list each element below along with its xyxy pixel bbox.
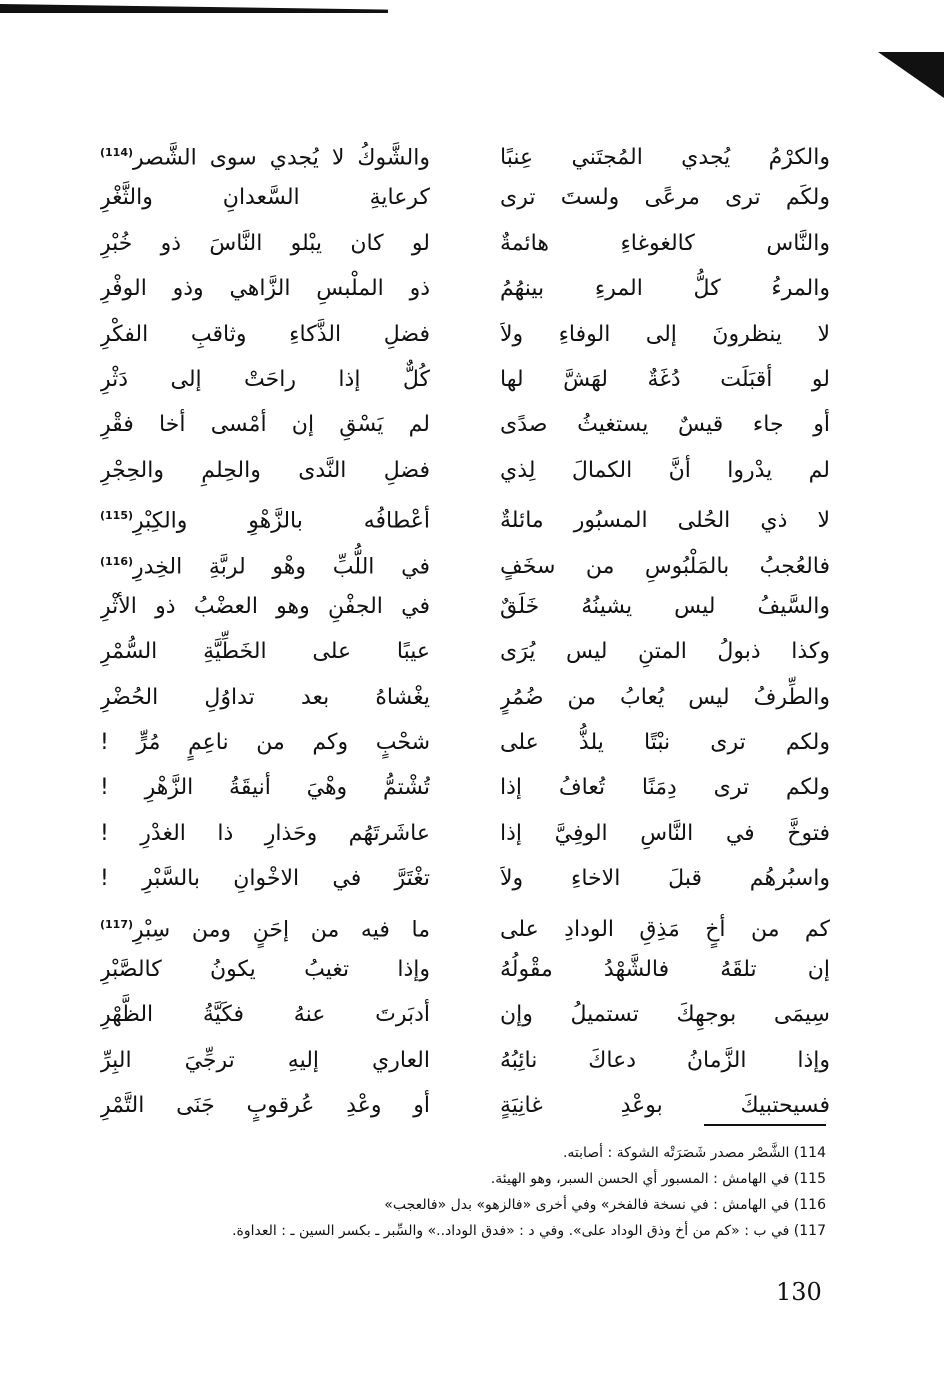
hemistich-text: لو كان يبْلو النَّاسَ ذو خُبْرِ [100,230,430,256]
verse-line [100,1038,830,1083]
hemistich-text: والشَّوكُ لا يُجدي سوى الشَّصر [133,145,430,171]
verse-line [100,493,830,538]
verse-line [100,1083,830,1128]
verse-second-hemistich [100,720,430,765]
hemistich-text: لا ذي الحُلى المسبُور مائلةٌ [500,508,830,534]
verse-line [100,675,830,720]
verse-first-hemistich [500,312,830,357]
footnote-117: 117) في ب : «كم من أخ وذق الوداد على». وفي د : «فدق الوداد..» والسِّبر ـ بكسر السين ـ : العداوة. [232,1223,826,1239]
footnote-reference[interactable]: (114) [100,146,134,159]
hemistich-text: فضلِ النَّدى والحِلمِ والحِجْرِ [100,457,430,483]
hemistich-text: وكذا ذبولُ المتنِ ليس يُرَى [500,639,830,665]
hemistich-text: لم يَسْقِ إن أمْسى أخا فقْرِ [100,412,430,438]
verse-second-hemistich [100,130,430,180]
hemistich-text: لم يدْروا أنَّ الكمالَ لِذي [500,457,830,483]
hemistich-text: فتوخَّ في النَّاسِ الوفِيَّ إذا [500,820,830,846]
corner-triangle-mark [878,52,944,98]
verse-first-hemistich [500,357,830,402]
footnote-reference[interactable]: (115) [100,509,134,523]
hemistich-text: ما فيه من إحَنٍ ومن سِبْرِ [133,916,430,942]
verse-first-hemistich [500,544,830,589]
verse-first-hemistich [500,1038,830,1083]
footnote-116: 116) في الهامش : في نسخة فالفخر» وفي أخرى «فالزهو» بدل «فالعجب» [384,1197,826,1213]
hemistich-text: لو أقبَلَت دُغَةٌ لهَشَّ لها [500,366,830,392]
hemistich-text: في اللُّبِّ وهْو لربَّةِ الخِدرِ [133,553,430,579]
poem [100,130,830,1129]
verse-second-hemistich [100,539,430,589]
verse-second-hemistich [100,448,430,493]
verse-line [100,902,830,947]
hemistich-text: فالعُجبُ بالمَلْبُوسِ من سخَفٍ [500,553,830,579]
footnote-reference[interactable]: (116) [100,554,134,568]
footnotes [100,1140,826,1244]
hemistich-text: فضلِ الذَّكاءِ وثاقبِ الفكْرِ [100,321,430,347]
verse-first-hemistich [500,221,830,266]
verse-second-hemistich [100,765,430,810]
verse-line [100,539,830,584]
verse-line [100,720,830,765]
footnote-114: 114) الشَّصْر مصدر شَصَرَتْه الشوكة : أصابته. [562,1145,826,1161]
verse-second-hemistich [100,1083,430,1128]
verse-line [100,266,830,311]
verse-second-hemistich [100,1038,430,1083]
verse-first-hemistich [500,584,830,629]
verse-second-hemistich [100,266,430,311]
footnote-separator [704,1124,826,1126]
verse-line [100,584,830,629]
footnote-reference[interactable]: (117) [100,917,134,931]
hemistich-text: إن تلقَهُ فالشَّهْدُ مقْولُهُ [500,957,830,983]
verse-second-hemistich [100,902,430,952]
hemistich-text: وإذا تغيبُ يكونُ كالصَّبْرِ [100,957,430,983]
verse-line [100,765,830,810]
verse-first-hemistich [500,266,830,311]
verse-first-hemistich [500,498,830,543]
verse-line [100,221,830,266]
verse-line [100,357,830,402]
hemistich-text: يغْشاهُ بعد تداوُلِ الحُضْرِ [100,684,430,710]
hemistich-text: ولكَم ترى مرعًى ولستَ ترى [500,185,830,211]
hemistich-text: أو جاء قيسٌ يستغيثُ صدًى [500,412,830,438]
verse-second-hemistich [100,811,430,856]
verse-first-hemistich [500,907,830,952]
verse-first-hemistich [500,811,830,856]
hemistich-text: والطِّرفُ ليس يُعابُ من ضُمُرٍ [500,684,830,710]
verse-first-hemistich [500,629,830,674]
verse-first-hemistich [500,765,830,810]
verse-first-hemistich [500,448,830,493]
verse-second-hemistich [100,312,430,357]
footnote-115: 115) في الهامش : المسبور أي الحسن السبر، وهو الهيئة. [490,1171,826,1187]
verse-line [100,312,830,357]
verse-second-hemistich [100,992,430,1037]
verse-first-hemistich [500,1083,830,1128]
hemistich-text: العاري إليهِ ترجِّيَ البِرِّ [100,1047,430,1073]
verse-second-hemistich [100,947,430,992]
hemistich-text: والمرءُ كلُّ المرءِ بينهُمُ [500,276,830,302]
verse-second-hemistich [100,629,430,674]
verse-second-hemistich [100,175,430,220]
verse-first-hemistich [500,175,830,220]
hemistich-text: أعْطافُه بالزَّهْوِ والكِبْرِ [133,508,430,534]
hemistich-text: والنَّاس كالغوغاءِ هائمةٌ [500,230,830,256]
verse-first-hemistich [500,720,830,765]
verse-line [100,130,830,175]
verse-first-hemistich [500,402,830,447]
verse-second-hemistich [100,675,430,720]
verse-line [100,811,830,856]
hemistich-text: كرعايةِ السَّعدانِ والثَّغْرِ [100,185,430,211]
hemistich-text: تُشْتمُّ وهْيَ أنيقَةُ الزَّهْرِ ! [100,775,430,801]
hemistich-text: عاشَرتَهُم وحَذارِ ذا الغدْرِ ! [100,820,430,846]
hemistich-text: لا ينظرونَ إلى الوفاءِ ولاَ [500,321,830,347]
hemistich-text: والسَّيفُ ليس يشينُهُ خَلَقٌ [500,593,830,619]
verse-first-hemistich [500,992,830,1037]
hemistich-text: ذو الملْبسِ الزَّاهي وذو الوفْرِ [100,276,430,302]
verse-first-hemistich [500,947,830,992]
verse-line [100,629,830,674]
hemistich-text: شحْبٍ وكم من ناعِمٍ مُرٍّ ! [100,730,430,756]
verse-line [100,402,830,447]
page-number: 130 [776,1278,822,1306]
hemistich-text: ولكم ترى نبْتًا يلذُّ على [500,730,830,756]
verse-second-hemistich [100,584,430,629]
hemistich-text: ولكم ترى دِمَنًا تُعافُ إذا [500,775,830,801]
hemistich-text: أدبَرتَ عنهُ فكَيَّةُ الظَّهْرِ [100,1002,430,1028]
verse-line [100,947,830,992]
verse-second-hemistich [100,402,430,447]
verse-first-hemistich [500,856,830,901]
verse-first-hemistich [500,135,830,180]
hemistich-text: فسيحتبيكَ بوعْدِ غانِيَةٍ [500,1093,830,1119]
verse-line [100,856,830,901]
hemistich-text: سِيمَى بوجهِكَ تستميلُ وإن [500,1002,830,1028]
top-rule [0,4,388,13]
hemistich-text: في الجفْنِ وهو العضْبُ ذو الأثْرِ [100,593,430,619]
hemistich-text: كم من أخٍ مَذِقِ الودادِ على [500,916,830,942]
verse-second-hemistich [100,493,430,543]
hemistich-text: وإذا الزَّمانُ دعاكَ نائِبُهُ [500,1047,830,1073]
verse-line [100,448,830,493]
verse-second-hemistich [100,221,430,266]
verse-first-hemistich [500,675,830,720]
verse-second-hemistich [100,856,430,901]
hemistich-text: واسبُرهُم قبلَ الاخاءِ ولاَ [500,866,830,892]
hemistich-text: تغْتَرَّ في الاخْوانِ بالسَّبْرِ ! [100,866,430,892]
hemistich-text: كُلٌّ إذا راحَتْ إلى دَثْرِ [100,366,430,392]
verse-line [100,175,830,220]
verse-line [100,992,830,1037]
hemistich-text: والكرْمُ يُجدي المُجتَني عِنبًا [500,145,830,171]
hemistich-text: أو وعْدِ عُرقوبٍ جَنَى التَّمْرِ [100,1093,430,1119]
verse-second-hemistich [100,357,430,402]
hemistich-text: عيبًا على الخَطِّيَّةِ السُّمْرِ [100,639,430,665]
